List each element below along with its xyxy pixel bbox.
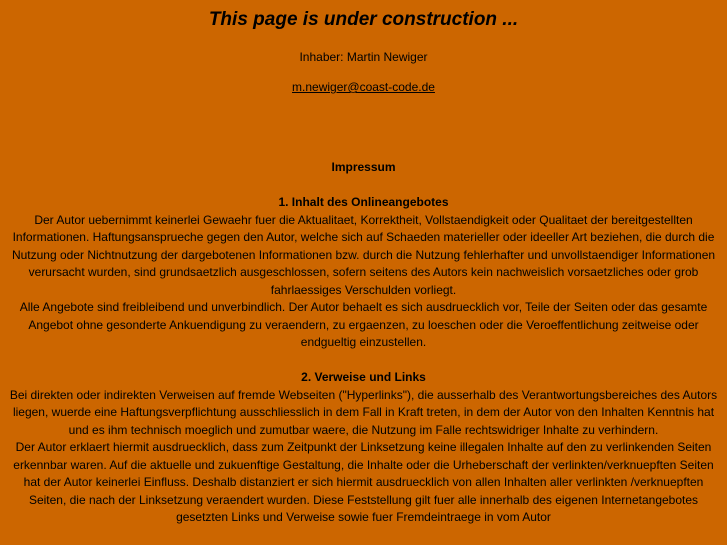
paragraph-angebote: Alle Angebote sind freibleibend und unverbindlich. Der Autor behaelt es sich ausdruecklich vor, Teile der Seiten oder das gesamte Angebot ohne gesonderte Ankuendigung zu veraendern, zu ergaenzen, zu loeschen oder die Veroeffentlichung zeitweise oder endgueltig einzustellen.	[19, 300, 708, 349]
section-links	[6, 352, 721, 527]
section-content	[6, 177, 721, 352]
impressum-heading: Impressum	[331, 160, 396, 174]
paragraph-distanzierung: Der Autor erklaert hiermit ausdruecklich, dass zum Zeitpunkt der Linksetzung keine illegalen Inhalte auf den zu verlinkenden Seiten erkennbar waren. Auf die aktuelle und zukuenftige Gestaltung, die Inhalte oder die Urheberschaft der verlinkten/verknuepften Seiten hat der Autor keinerlei Einfluss. Deshalb distanziert er sich hiermit ausdruecklich von allen Inhalten aller verlinkten /verknuepften Seiten, die nach der Linksetzung veraendert wurden. Diese Feststellung gilt fuer alle innerhalb des eigenen Internetangebotes gesetzten Links und Verweise sowie fuer Fremdeintraege in vom Autor	[13, 440, 714, 524]
section-heading-links: 2. Verweise und Links	[301, 370, 426, 384]
impressum	[6, 95, 721, 527]
page-title: This page is under construction ...	[208, 9, 519, 30]
paragraph-gewaehr: Der Autor uebernimmt keinerlei Gewaehr fuer die Aktualitaet, Korrektheit, Vollstaendigkeit oder Qualitaet der bereitgestellten Informationen. Haftungsansprueche gegen den Autor, welche sich auf Schaeden materieller oder ideeller Art beziehen, die durch die Nutzung oder Nichtnutzung der dargebotenen Informationen bzw. durch die Nutzung fehlerhafter und unvollstaendiger Informationen verursacht wurden, sind grundsaetzlich ausgeschlossen, sofern seitens des Autors kein nachweislich vorsaetzliches oder grob fahrlaessiges Verschulden vorliegt.	[11, 212, 716, 297]
email-line	[6, 65, 721, 95]
section-heading-inhalt: 1. Inhalt des Onlineangebotes	[278, 195, 449, 209]
email-link[interactable]: m.newiger@coast-code.de	[292, 80, 435, 94]
paragraph-hyperlinks: Bei direkten oder indirekten Verweisen auf fremde Webseiten ("Hyperlinks"), die ausserhalb des Verantwortungsbereiches des Autors liegen, wuerde eine Haftungsverpflichtung ausschliesslich in dem Fall in Kraft treten, in dem der Autor von den Inhalten Kenntnis hat und es ihm technisch moeglich und zumutbar waere, die Nutzung im Falle rechtswidriger Inhalte zu verhindern.	[9, 387, 718, 437]
owner-line: Inhaber: Martin Newiger	[299, 50, 428, 64]
